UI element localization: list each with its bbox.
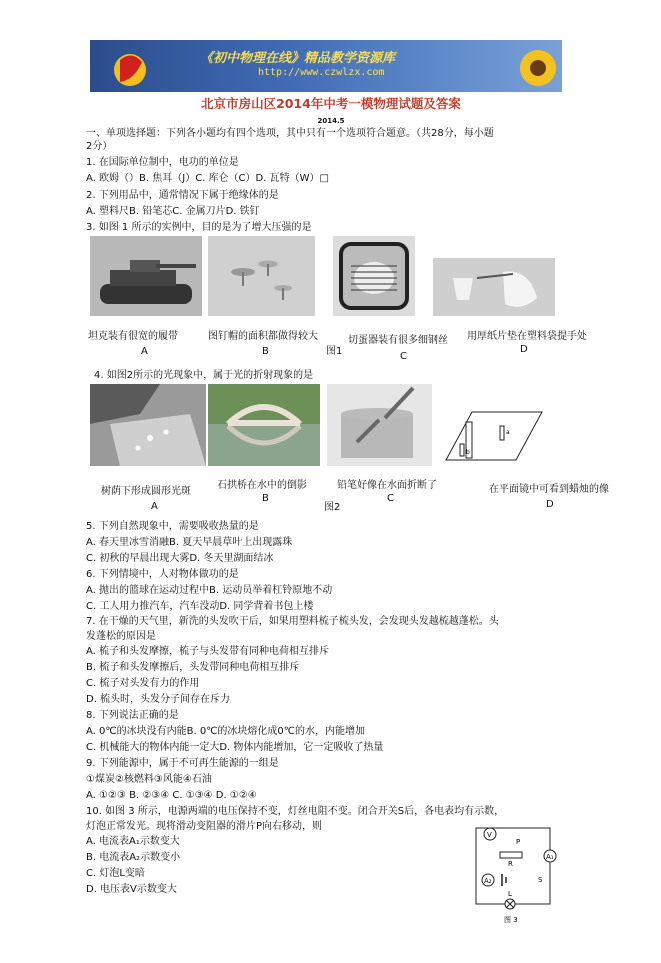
slider-label: P <box>516 838 521 846</box>
question-2-options: A. 塑料尺B. 铅笔芯C. 金属刀片D. 铁钉 <box>86 206 260 217</box>
question-2: 2. 下列用品中，通常情况下属于绝缘体的是 <box>86 190 279 201</box>
ammeter-a1-label: A₁ <box>546 853 554 861</box>
voltmeter-label: V <box>487 831 492 839</box>
mirror-candle-image <box>436 404 546 466</box>
question-9: 9. 下列能源中，属于不可再生能源的一组是 <box>86 758 279 769</box>
question-4: 4. 如图2所示的光现象中，属于光的折射现象的是 <box>94 370 314 381</box>
page-title: 北京市房山区2014年中考一模物理试题及答案 <box>201 96 461 111</box>
banner-title: 《初中物理在线》精品教学资源库 <box>200 51 396 66</box>
question-5: 5. 下列自然现象中，需要吸收热量的是 <box>86 521 259 532</box>
switch-label: S <box>538 876 543 884</box>
circuit-diagram <box>466 822 566 930</box>
fig1-letter-b: B <box>262 346 269 357</box>
rheostat-label: R <box>508 860 513 868</box>
svg-text:a: a <box>506 429 510 436</box>
question-10-b: B. 电流表A₂示数变小 <box>86 852 181 863</box>
fig2-caption-d: 在平面镜中可看到蜡烛的像 <box>489 484 609 495</box>
question-9-items: ①煤炭②核燃料③风能④石油 <box>86 774 212 785</box>
question-7-a: A. 梳子和头发摩擦，梳子与头发带有同种电荷相互排斥 <box>86 646 330 657</box>
fig2-caption-a: 树荫下形成圆形光斑 <box>101 486 191 497</box>
fig2-letter-d: D <box>546 499 554 510</box>
fig2-caption-c: 铅笔好像在水面折断了 <box>337 480 437 491</box>
question-6-ab: A. 抛出的篮球在运动过程中B. 运动员举着杠铃原地不动 <box>86 585 333 596</box>
question-3: 3. 如图 1 所示的实例中，目的是为了增大压强的是 <box>86 222 312 233</box>
fig1-letter-d: D <box>520 344 528 355</box>
question-10-cont: 灯泡正常发光。现将滑动变阻器的滑片P向右移动，则 <box>86 821 323 832</box>
question-10: 10. 如图 3 所示，电源两端的电压保持不变，灯丝电阻不变。闭合开关S后，各电表均有示数， <box>86 806 505 817</box>
arch-bridge-image <box>208 384 320 466</box>
fig2-caption-b: 石拱桥在水中的倒影 <box>217 480 307 491</box>
question-1: 1. 在国际单位制中，电功的单位是 <box>86 157 239 168</box>
question-8-cd: C. 机械能大的物体内能一定大D. 物体内能增加，它一定吸收了热量 <box>86 742 384 753</box>
bulb-label: L <box>508 890 512 898</box>
question-5-ab: A. 春天里冰雪消融B. 夏天早晨草叶上出现露珠 <box>86 537 293 548</box>
question-6-cd: C. 工人用力推汽车，汽车没动D. 同学背着书包上楼 <box>86 601 314 612</box>
fig2-label: 图2 <box>324 502 341 513</box>
banner-url[interactable]: http://www.czwlzx.com <box>258 67 385 78</box>
section-heading: 一、单项选择题：下列各小题均有四个选项，其中只有一个选项符合题意。（共28分，每小题 <box>86 128 494 139</box>
rheostat-symbol <box>500 852 522 858</box>
question-7-c: C. 梳子对头发有力的作用 <box>86 678 200 689</box>
question-7: 7. 在干燥的天气里，新洗的头发吹干后，如果用塑料梳子梳头发，会发现头发越梳越蓬松。头 <box>86 616 499 627</box>
question-7-d: D. 梳头时，头发分子间存在斥力 <box>86 694 231 705</box>
fig3-label: 图 3 <box>504 916 518 924</box>
fig2-letter-a: A <box>151 501 158 512</box>
question-7-cont: 发蓬松的原因是 <box>86 631 156 642</box>
question-5-cd: C. 初秋的早晨出现大雾D. 冬天里湖面结冰 <box>86 553 274 564</box>
fig2-letter-b: B <box>262 493 269 504</box>
fig1-letter-c: C <box>400 351 407 362</box>
question-7-b: B. 梳子和头发摩擦后，头发带同种电荷相互排斥 <box>86 662 300 673</box>
question-1-options: A. 欧姆（）B. 焦耳（J）C. 库仑（C）D. 瓦特（W）□ <box>86 173 329 184</box>
question-10-d: D. 电压表V示数变大 <box>86 884 177 895</box>
fig1-label: 图1 <box>326 346 343 357</box>
fig2-letter-c: C <box>387 493 394 504</box>
question-10-c: C. 灯泡L变暗 <box>86 868 145 879</box>
section-heading-cont: 2分） <box>86 141 113 152</box>
question-6: 6. 下列情境中，人对物体做功的是 <box>86 569 239 580</box>
fig1-caption-c: 切蛋器装有很多细钢丝 <box>348 335 448 346</box>
fig1-caption-d: 用厚纸片垫在塑料袋提手处 <box>467 331 587 342</box>
fig1-letter-a: A <box>141 346 148 357</box>
fig1-caption-b: 图钉帽的面积都做得较大 <box>208 331 318 342</box>
question-8-ab: A. 0℃的冰块没有内能B. 0℃的冰块熔化成0℃的水，内能增加 <box>86 726 366 737</box>
plastic-bag-image <box>433 258 555 316</box>
tank-image <box>90 236 202 316</box>
question-10-a: A. 电流表A₁示数变大 <box>86 836 180 847</box>
svg-text:b: b <box>466 449 470 456</box>
exam-date: 2014.5 <box>317 117 345 125</box>
pencil-water-image <box>327 384 432 466</box>
question-9-options: A. ①②③ B. ②③④ C. ①③④ D. ①②④ <box>86 790 257 801</box>
tree-shade-image <box>90 384 206 466</box>
egg-slicer-image <box>333 236 415 316</box>
thumbtack-image <box>208 236 315 316</box>
ammeter-a2-label: A₂ <box>484 877 492 885</box>
fig1-caption-a: 坦克装有很宽的履带 <box>88 331 178 342</box>
question-8: 8. 下列说法正确的是 <box>86 710 179 721</box>
